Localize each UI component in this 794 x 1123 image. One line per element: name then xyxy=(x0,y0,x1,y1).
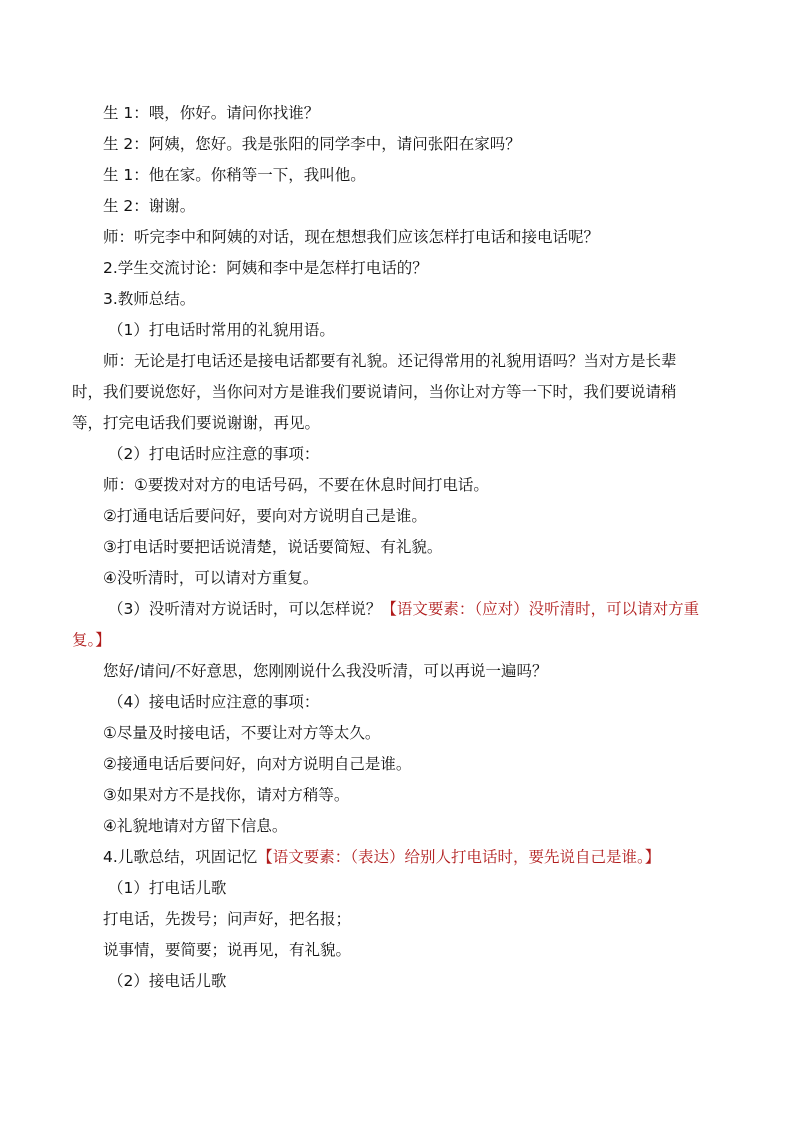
step-heading-with-annotation xyxy=(72,842,722,873)
step-heading-text: 4.儿歌总结，巩固记忆 xyxy=(103,848,258,866)
list-item: ②打通电话后要问好，要向对方说明自己是谁。 xyxy=(103,507,427,525)
paragraph-line: 师：无论是打电话还是接电话都要有礼貌。还记得常用的礼貌用语吗？当对方是长辈 xyxy=(103,352,677,370)
subheading-with-annotation xyxy=(72,594,722,625)
rhyme-line: 说事情，要简要；说再见，有礼貌。 xyxy=(103,941,352,959)
dialogue-line: 生 1：他在家。你稍等一下，我叫他。 xyxy=(103,166,366,184)
subheading: （2）接电话儿歌 xyxy=(108,972,227,990)
document-page xyxy=(72,98,722,997)
subheading: （4）接电话时应注意的事项： xyxy=(108,693,320,711)
step-heading: 3.教师总结。 xyxy=(103,290,196,308)
annotation-text: 【语文要素：（表达）给别人打电话时，要先说自己是谁。】 xyxy=(257,848,661,866)
subheading: （2）打电话时应注意的事项： xyxy=(108,445,320,463)
subheading: （1）打电话儿歌 xyxy=(108,879,227,897)
subheading-text: （3）没听清对方说话时，可以怎样说？ xyxy=(108,600,382,618)
list-item: ①尽量及时接电话，不要让对方等太久。 xyxy=(103,724,381,742)
list-item: ④没听清时，可以请对方重复。 xyxy=(103,569,319,587)
step-heading: 2.学生交流讨论：阿姨和李中是怎样打电话的？ xyxy=(103,259,428,277)
paragraph-line: 等，打完电话我们要说谢谢，再见。 xyxy=(72,414,321,432)
list-item: 师：①要拨对对方的电话号码，不要在休息时间打电话。 xyxy=(103,476,489,494)
list-item: ③如果对方不是找你，请对方稍等。 xyxy=(103,786,350,804)
dialogue-line: 生 2：阿姨，您好。我是张阳的同学李中，请问张阳在家吗？ xyxy=(103,135,521,153)
annotation-text: 【语文要素：（应对）没听清时，可以请对方重 xyxy=(381,600,700,618)
example-sentence: 您好/请问/不好意思，您刚刚说什么我没听清，可以再说一遍吗？ xyxy=(103,662,548,680)
rhyme-line: 打电话，先拨号；问声好，把名报； xyxy=(103,910,352,928)
list-item: ②接通电话后要问好，向对方说明自己是谁。 xyxy=(103,755,412,773)
list-item: ④礼貌地请对方留下信息。 xyxy=(103,817,288,835)
subheading: （1）打电话时常用的礼貌用语。 xyxy=(108,321,335,339)
paragraph-line: 时，我们要说您好，当你问对方是谁我们要说请问，当你让对方等一下时，我们要说请稍 xyxy=(72,383,677,401)
list-item: ③打电话时要把话说清楚，说话要简短、有礼貌。 xyxy=(103,538,443,556)
dialogue-line: 生 2：谢谢。 xyxy=(103,197,196,215)
annotation-continuation: 复。】 xyxy=(72,631,111,649)
dialogue-line: 生 1：喂，你好。请问你找谁？ xyxy=(103,104,320,122)
teacher-question: 师：听完李中和阿姨的对话，现在想想我们应该怎样打电话和接电话呢？ xyxy=(103,228,600,246)
